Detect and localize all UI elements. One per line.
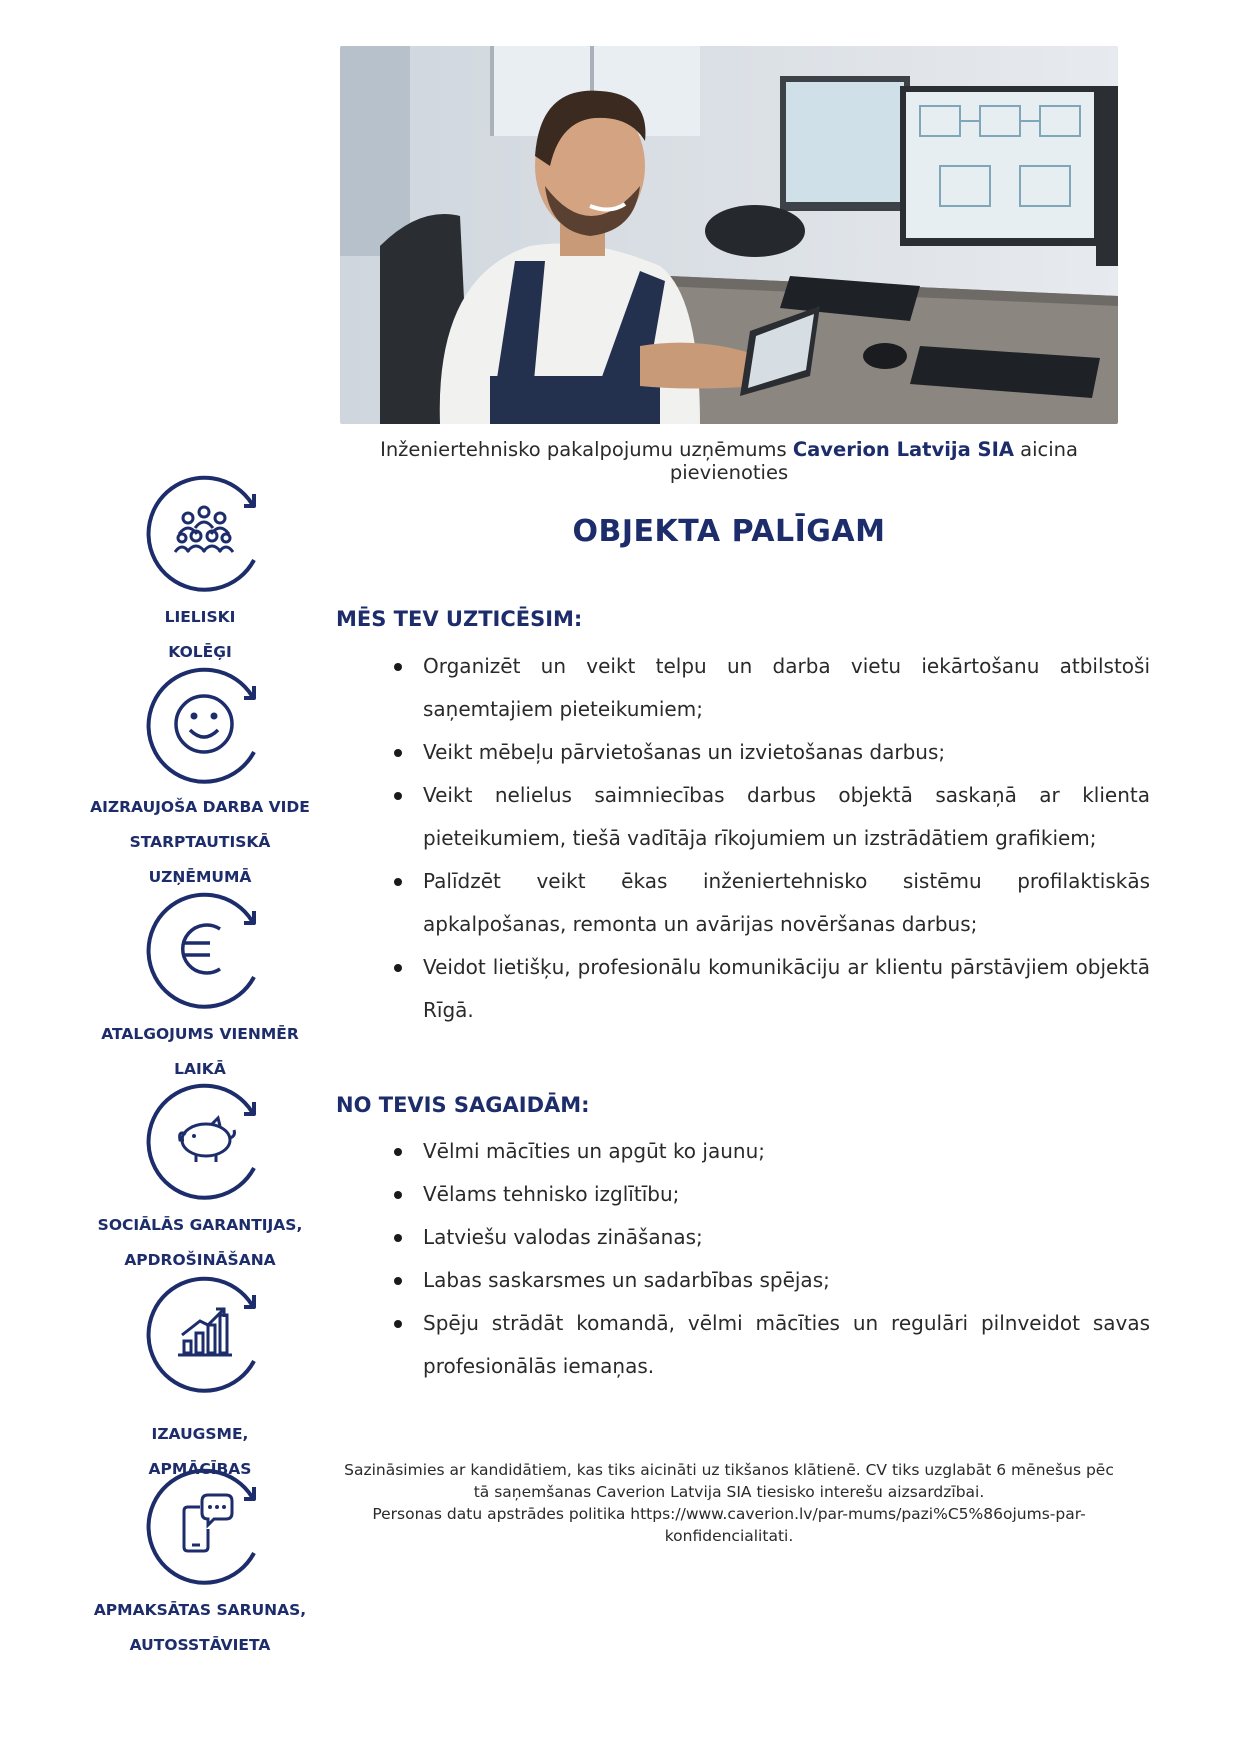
engineer-at-desk-image	[340, 46, 1118, 424]
phone-chat-icon	[142, 1463, 266, 1587]
list-item: Veidot lietišķu, profesionālu komunikāciju ar klientu pārstāvjiem objektā Rīgā.	[336, 946, 1150, 1032]
people-icon	[142, 470, 266, 594]
benefit-colleagues	[90, 470, 310, 670]
benefit-label	[90, 1208, 310, 1278]
responsibilities-list	[336, 645, 1150, 1032]
company-name: Caverion Latvija SIA	[792, 438, 1014, 461]
benefit-salary	[90, 887, 310, 1087]
benefit-social-guarantees	[90, 1078, 310, 1278]
benefit-label-line: UZŅĒMUMĀ	[148, 868, 252, 886]
benefit-label-line: LAIKĀ	[174, 1060, 226, 1078]
list-item: Labas saskarsmes un sadarbības spējas;	[336, 1259, 1150, 1302]
list-item: Latviešu valodas zināšanas;	[336, 1216, 1150, 1259]
list-item: Vēlmi mācīties un apgūt ko jaunu;	[336, 1130, 1150, 1173]
benefit-label	[90, 1017, 310, 1087]
list-item: Spēju strādāt komandā, vēlmi mācīties un regulāri pilnveidot savas profesionālās iemaņas.	[336, 1302, 1150, 1388]
benefit-label-line: ATALGOJUMS VIENMĒR	[101, 1025, 299, 1043]
intro-before: Inženiertehnisko pakalpojumu uzņēmums	[380, 438, 793, 461]
piggy-bank-icon	[142, 1078, 266, 1202]
benefit-label-line: IZAUGSME,	[151, 1425, 249, 1443]
benefit-label	[90, 790, 310, 895]
section-title-responsibilities: MĒS TEV UZTICĒSIM:	[336, 607, 583, 631]
footer-line-2: Personas datu apstrādes politika https://www.caverion.lv/par-mums/pazi%C5%86ojums-par-konfidencialitati.	[372, 1505, 1086, 1545]
benefit-label-line: AIZRAUJOŠA DARBA VIDE	[90, 798, 310, 816]
intro-after: aicina pievienoties	[669, 438, 1078, 484]
intro-text	[340, 438, 1118, 484]
benefit-label-line: APMAKSĀTAS SARUNAS,	[93, 1601, 307, 1619]
benefit-paid-calls	[90, 1463, 310, 1663]
hero-photo	[340, 46, 1118, 424]
requirements-list	[336, 1130, 1150, 1388]
benefit-label-line: AUTOSSTĀVIETA	[129, 1636, 271, 1654]
benefit-label-line: APDROŠINĀŠANA	[124, 1251, 276, 1269]
growth-chart-icon	[142, 1271, 266, 1395]
footer-line-1: Sazināsimies ar kandidātiem, kas tiks aicināti uz tikšanos klātienē. CV tiks uzglabāt 6 mēnešus pēc tā saņemšanas Caverion Latvija SIA tiesisko interešu aizsardzībai.	[344, 1461, 1114, 1501]
list-item: Veikt mēbeļu pārvietošanas un izvietošanas darbus;	[336, 731, 1150, 774]
benefit-label-line: STARPTAUTISKĀ	[129, 833, 271, 851]
smiley-icon	[142, 662, 266, 786]
euro-icon	[142, 887, 266, 1011]
list-item: Palīdzēt veikt ēkas inženiertehnisko sistēmu profilaktiskās apkalpošanas, remonta un avārijas novēršanas darbus;	[336, 860, 1150, 946]
benefit-growth	[90, 1271, 310, 1487]
job-title: OBJEKTA PALĪGAM	[572, 514, 886, 549]
list-item: Veikt nelielus saimniecības darbus objektā saskaņā ar klienta pieteikumiem, tiešā vadītāja rīkojumiem un izstrādātiem grafikiem;	[336, 774, 1150, 860]
list-item: Vēlams tehnisko izglītību;	[336, 1173, 1150, 1216]
benefit-label-line: KOLĒĢI	[168, 643, 232, 661]
benefit-label-line: SOCIĀLĀS GARANTIJAS,	[97, 1216, 303, 1234]
benefit-label-line: LIELISKI	[164, 608, 236, 626]
benefit-label-line: APMĀCĪBAS	[148, 1460, 252, 1478]
benefit-label	[90, 1593, 310, 1663]
list-item: Organizēt un veikt telpu un darba vietu iekārtošanu atbilstoši saņemtajiem pieteikumiem;	[336, 645, 1150, 731]
benefit-label	[90, 600, 310, 670]
benefit-work-environment	[90, 662, 310, 895]
section-title-requirements: NO TEVIS SAGAIDĀM:	[336, 1093, 590, 1117]
footer-note	[340, 1459, 1118, 1547]
